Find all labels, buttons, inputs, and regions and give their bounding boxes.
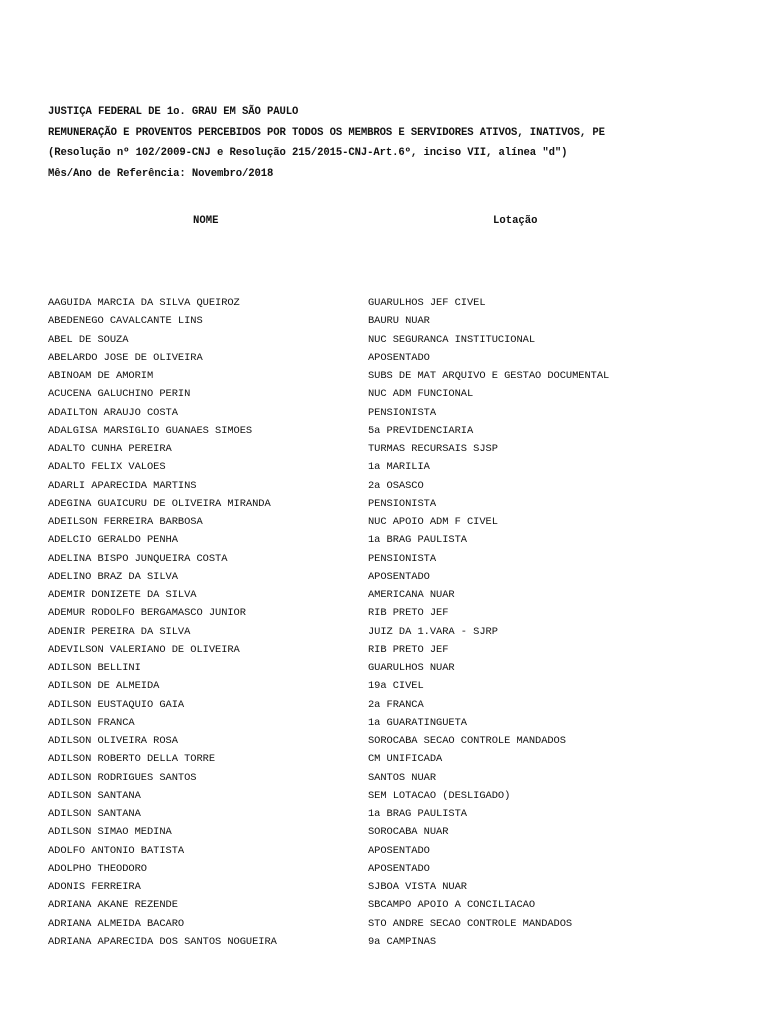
table-row — [0, 440, 768, 458]
table-row — [0, 422, 768, 440]
cell-lotacao: CM UNIFICADA — [368, 753, 443, 766]
cell-nome: ADILSON FRANCA — [48, 716, 135, 729]
table-row — [0, 550, 768, 568]
table-row — [0, 696, 768, 714]
cell-nome: ADILSON EUSTAQUIO GAIA — [48, 698, 185, 711]
cell-nome: ADELINO BRAZ DA SILVA — [48, 570, 178, 583]
cell-lotacao: PENSIONISTA — [368, 497, 437, 510]
table-row — [0, 659, 768, 677]
cell-nome: ADRIANA APARECIDA DOS SANTOS NOGUEIRA — [48, 935, 277, 948]
header-reference-month: Mês/Ano de Referência: Novembro/2018 — [48, 167, 274, 180]
cell-lotacao: 5a PREVIDENCIARIA — [368, 424, 474, 437]
document-header — [48, 102, 768, 184]
table-row — [0, 787, 768, 805]
cell-lotacao: NUC ADM FUNCIONAL — [368, 388, 474, 401]
cell-lotacao: TURMAS RECURSAIS SJSP — [368, 443, 498, 455]
cell-nome: ACUCENA GALUCHINO PERIN — [48, 388, 191, 401]
cell-lotacao: SEM LOTACAO (DESLIGADO) — [368, 789, 511, 802]
cell-nome: ADILSON SANTANA — [48, 789, 141, 802]
cell-nome: ADEMUR RODOLFO BERGAMASCO JUNIOR — [48, 607, 246, 620]
cell-nome: ADILSON DE ALMEIDA — [48, 680, 160, 693]
table-row — [0, 349, 768, 367]
column-header-lotacao: Lotação — [493, 215, 538, 227]
cell-nome: ADILSON ROBERTO DELLA TORRE — [48, 753, 216, 766]
cell-lotacao: 2a FRANCA — [368, 698, 424, 711]
table-row — [0, 331, 768, 349]
table-row — [0, 294, 768, 312]
cell-nome: ABEL DE SOUZA — [48, 333, 129, 346]
cell-lotacao: PENSIONISTA — [368, 406, 437, 419]
table-row — [0, 531, 768, 549]
cell-nome: ADONIS FERREIRA — [48, 881, 141, 893]
table-row — [0, 604, 768, 622]
table-row — [0, 896, 768, 914]
cell-nome: ADALGISA MARSIGLIO GUANAES SIMOES — [48, 424, 253, 437]
header-resolution: (Resolução nº 102/2009-CNJ e Resolução 215/2015-CNJ-Art.6º, inciso VII, alínea "d") — [48, 147, 568, 159]
table-row — [0, 714, 768, 732]
table-row — [0, 842, 768, 860]
table-row — [0, 769, 768, 787]
table-row — [0, 458, 768, 476]
cell-lotacao: BAURU NUAR — [368, 315, 430, 328]
table-row — [0, 404, 768, 422]
cell-lotacao: 19a CIVEL — [368, 680, 424, 693]
cell-nome: ADELCIO GERALDO PENHA — [48, 534, 178, 547]
cell-lotacao: RIB PRETO JEF — [368, 643, 449, 656]
cell-lotacao: 1a MARILIA — [368, 461, 430, 474]
cell-lotacao: APOSENTADO — [368, 351, 430, 364]
header-institution: JUSTIÇA FEDERAL DE 1o. GRAU EM SÃO PAULO — [48, 106, 299, 118]
cell-nome: ADAILTON ARAUJO COSTA — [48, 406, 178, 419]
table-row — [0, 915, 768, 933]
cell-nome: ADELINA BISPO JUNQUEIRA COSTA — [48, 552, 228, 565]
cell-lotacao: AMERICANA NUAR — [368, 589, 455, 601]
cell-lotacao: 1a BRAG PAULISTA — [368, 534, 467, 547]
table-row — [0, 677, 768, 695]
cell-lotacao: JUIZ DA 1.VARA - SJRP — [368, 625, 498, 638]
cell-lotacao: GUARULHOS JEF CIVEL — [368, 297, 486, 309]
cell-lotacao: SJBOA VISTA NUAR — [368, 881, 467, 893]
cell-nome: AAGUIDA MARCIA DA SILVA QUEIROZ — [48, 297, 240, 309]
table-row — [0, 495, 768, 513]
table-row — [0, 732, 768, 750]
header-title: REMUNERAÇÃO E PROVENTOS PERCEBIDOS POR TODOS OS MEMBROS E SERVIDORES ATIVOS, INATIVOS, PE — [48, 126, 605, 139]
table-row — [0, 477, 768, 495]
table-row — [0, 586, 768, 604]
cell-nome: ADALTO CUNHA PEREIRA — [48, 443, 172, 455]
cell-lotacao: APOSENTADO — [368, 844, 430, 857]
cell-nome: ADILSON SANTANA — [48, 808, 141, 820]
cell-lotacao: SBCAMPO APOIO A CONCILIACAO — [368, 899, 536, 912]
table-row — [0, 312, 768, 330]
table-row — [0, 385, 768, 403]
cell-lotacao: 1a GUARATINGUETA — [368, 716, 467, 729]
cell-lotacao: 9a CAMPINAS — [368, 935, 437, 948]
cell-lotacao: PENSIONISTA — [368, 552, 437, 565]
table-row — [0, 568, 768, 586]
cell-nome: ADARLI APARECIDA MARTINS — [48, 479, 197, 492]
table-row — [0, 860, 768, 878]
cell-nome: ADRIANA AKANE REZENDE — [48, 899, 178, 912]
cell-lotacao: STO ANDRE SECAO CONTROLE MANDADOS — [368, 917, 573, 930]
cell-nome: ADEMIR DONIZETE DA SILVA — [48, 589, 197, 601]
cell-nome: ADOLFO ANTONIO BATISTA — [48, 844, 185, 857]
cell-lotacao: SANTOS NUAR — [368, 771, 437, 784]
cell-lotacao: 2a OSASCO — [368, 479, 424, 492]
cell-nome: ADOLPHO THEODORO — [48, 862, 147, 875]
cell-lotacao: RIB PRETO JEF — [368, 607, 449, 620]
table-row — [0, 641, 768, 659]
table-row — [0, 805, 768, 823]
cell-lotacao: SOROCABA NUAR — [368, 826, 449, 839]
cell-nome: ADILSON RODRIGUES SANTOS — [48, 771, 197, 784]
cell-lotacao: NUC SEGURANCA INSTITUCIONAL — [368, 333, 536, 346]
cell-nome: ADEGINA GUAICURU DE OLIVEIRA MIRANDA — [48, 497, 271, 510]
table-row — [0, 823, 768, 841]
cell-lotacao: SUBS DE MAT ARQUIVO E GESTAO DOCUMENTAL — [368, 370, 610, 382]
cell-nome: ABELARDO JOSE DE OLIVEIRA — [48, 351, 203, 364]
cell-lotacao: GUARULHOS NUAR — [368, 662, 455, 674]
table-row — [0, 367, 768, 385]
cell-nome: ADALTO FELIX VALOES — [48, 461, 166, 474]
table-row — [0, 513, 768, 531]
cell-nome: ADENIR PEREIRA DA SILVA — [48, 625, 191, 638]
cell-lotacao: SOROCABA SECAO CONTROLE MANDADOS — [368, 735, 566, 747]
cell-lotacao: NUC APOIO ADM F CIVEL — [368, 516, 498, 528]
cell-nome: ADEILSON FERREIRA BARBOSA — [48, 516, 203, 528]
employee-table — [0, 294, 768, 951]
table-row — [0, 623, 768, 641]
cell-nome: ADILSON BELLINI — [48, 662, 141, 674]
cell-nome: ABINOAM DE AMORIM — [48, 370, 154, 382]
table-row — [0, 878, 768, 896]
cell-nome: ADRIANA ALMEIDA BACARO — [48, 917, 185, 930]
cell-nome: ADILSON SIMAO MEDINA — [48, 826, 172, 839]
cell-lotacao: 1a BRAG PAULISTA — [368, 808, 467, 820]
column-header-nome: NOME — [193, 215, 219, 227]
table-row — [0, 933, 768, 951]
cell-lotacao: APOSENTADO — [368, 570, 430, 583]
cell-lotacao: APOSENTADO — [368, 862, 430, 875]
cell-nome: ADEVILSON VALERIANO DE OLIVEIRA — [48, 643, 240, 656]
cell-nome: ADILSON OLIVEIRA ROSA — [48, 735, 178, 747]
table-row — [0, 750, 768, 768]
cell-nome: ABEDENEGO CAVALCANTE LINS — [48, 315, 203, 328]
